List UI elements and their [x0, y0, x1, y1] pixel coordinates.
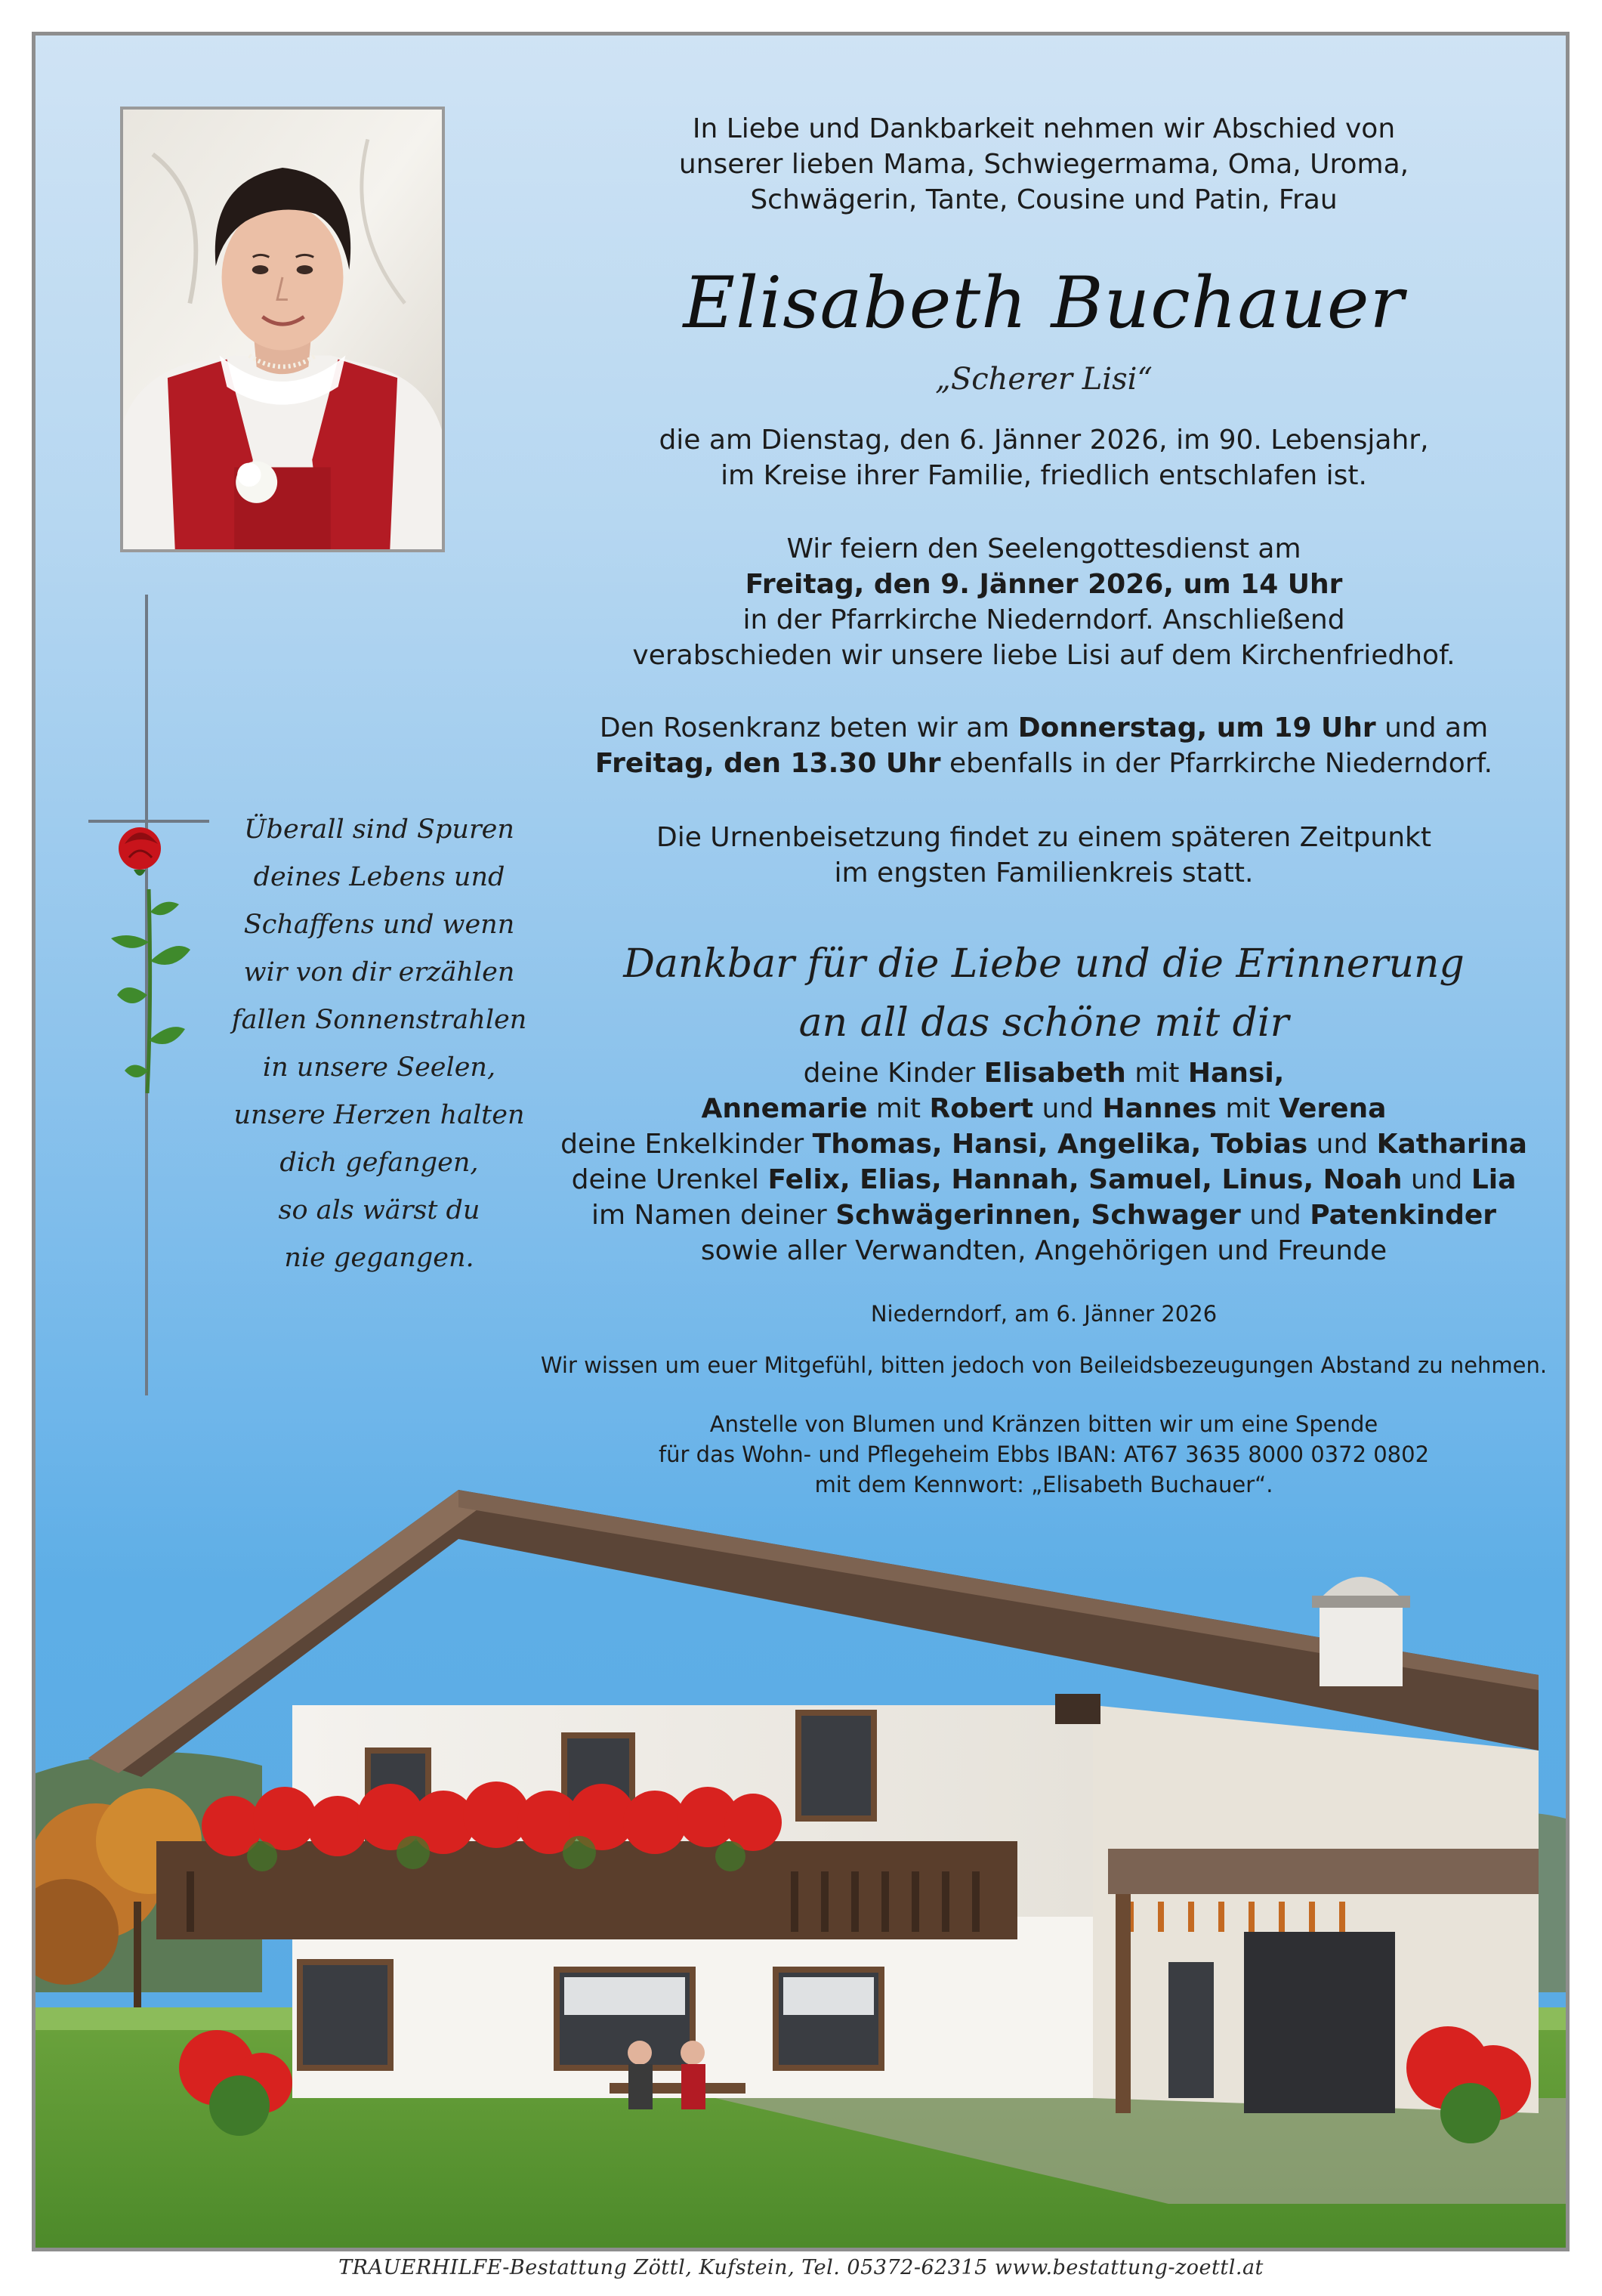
service-line: verabschieden wir unsere liebe Lisi auf dem Kirchenfriedhof. — [632, 640, 1455, 671]
poem-line: dich gefangen, — [279, 1148, 479, 1178]
thanks-line: Dankbar für die Liebe und die Erinnerung — [623, 941, 1465, 987]
urn-burial-info — [519, 820, 1569, 891]
poem-line: fallen Sonnenstrahlen — [231, 1005, 527, 1035]
poem-line: Schaffens und wenn — [243, 910, 515, 940]
intro-text — [519, 111, 1569, 218]
poem-line: so als wärst du — [278, 1195, 480, 1225]
poem-line: wir von dir erzählen — [243, 957, 515, 987]
intro-line: unserer lieben Mama, Schwiegermama, Oma, Uroma, — [678, 149, 1409, 180]
cross-horizontal-bar — [88, 820, 209, 823]
death-notice-line: im Kreise ihrer Familie, friedlich entschlafen ist. — [721, 460, 1367, 491]
condolence-notice: Wir wissen um euer Mitgefühl, bitten jedoch von Beileidsbezeugungen Abstand zu nehmen. — [540, 1352, 1548, 1378]
rosary-time: Donnerstag, um 19 Uhr — [1017, 712, 1376, 743]
family-list — [519, 1055, 1569, 1269]
family-line: im Namen deiner Schwägerinnen, Schwager und Patenkinder — [591, 1200, 1497, 1231]
service-info — [519, 531, 1569, 673]
poem-line: in unsere Seelen, — [262, 1052, 496, 1083]
rosary-text: ebenfalls in der Pfarrkirche Niederndorf. — [940, 748, 1493, 779]
deceased-nickname: „Scherer Lisi“ — [935, 362, 1153, 397]
portrait-photo — [120, 107, 445, 552]
donation-line: mit dem Kennwort: „Elisabeth Buchauer“. — [814, 1472, 1273, 1497]
rose-icon — [111, 827, 190, 1093]
death-notice-line: die am Dienstag, den 6. Jänner 2026, im 90. Lebensjahr, — [659, 425, 1429, 456]
thanks-line: an all das schöne mit dir — [798, 1000, 1289, 1046]
rosary-text: Den Rosenkranz beten wir am — [599, 712, 1018, 743]
family-line: deine Urenkel Felix, Elias, Hannah, Samuel, Linus, Noah und Lia — [571, 1164, 1517, 1195]
family-line: deine Kinder Elisabeth mit Hansi, — [803, 1058, 1285, 1089]
intro-line: Schwägerin, Tante, Cousine und Patin, Frau — [750, 184, 1338, 215]
cross-with-rose — [88, 595, 209, 1395]
donation-line: Anstelle von Blumen und Kränzen bitten wir um eine Spende — [709, 1411, 1378, 1437]
funeral-home-footer: TRAUERHILFE-Bestattung Zöttl, Kufstein, Tel. 05372-62315 www.bestattung-zoettl.at — [338, 2256, 1264, 2279]
family-line: sowie aller Verwandten, Angehörigen und Freunde — [700, 1235, 1387, 1266]
deceased-name: Elisabeth Buchauer — [683, 262, 1405, 345]
service-line: Wir feiern den Seelengottesdienst am — [786, 533, 1301, 564]
poem-line: Überall sind Spuren — [244, 814, 514, 845]
rosary-text: und am — [1375, 712, 1489, 743]
death-notice — [519, 422, 1569, 493]
family-line: Annemarie mit Robert und Hannes mit Verena — [701, 1093, 1387, 1124]
poem-line: unsere Herzen halten — [233, 1100, 525, 1130]
memorial-poem — [221, 806, 538, 1282]
poem-line: nie gegangen. — [284, 1243, 474, 1273]
rosary-info — [519, 710, 1569, 781]
service-line: in der Pfarrkirche Niederndorf. Anschließend — [742, 604, 1345, 635]
poem-line: deines Lebens und — [253, 862, 505, 892]
intro-line: In Liebe und Dankbarkeit nehmen wir Abschied von — [692, 113, 1396, 144]
donation-line: für das Wohn- und Pflegeheim Ebbs IBAN: AT67 3635 8000 0372 0802 — [658, 1442, 1430, 1467]
house-photo — [35, 1448, 1566, 2248]
urn-line: Die Urnenbeisetzung findet zu einem späteren Zeitpunkt — [656, 822, 1432, 853]
service-date: Freitag, den 9. Jänner 2026, um 14 Uhr — [745, 569, 1343, 600]
urn-line: im engsten Familienkreis statt. — [834, 858, 1254, 888]
rosary-time: Freitag, den 13.30 Uhr — [594, 748, 941, 779]
thanks-heading — [519, 935, 1569, 1052]
family-line: deine Enkelkinder Thomas, Hansi, Angelika, Tobias und Katharina — [560, 1129, 1527, 1160]
place-date: Niederndorf, am 6. Jänner 2026 — [870, 1301, 1218, 1327]
obituary-frame — [32, 32, 1570, 2251]
